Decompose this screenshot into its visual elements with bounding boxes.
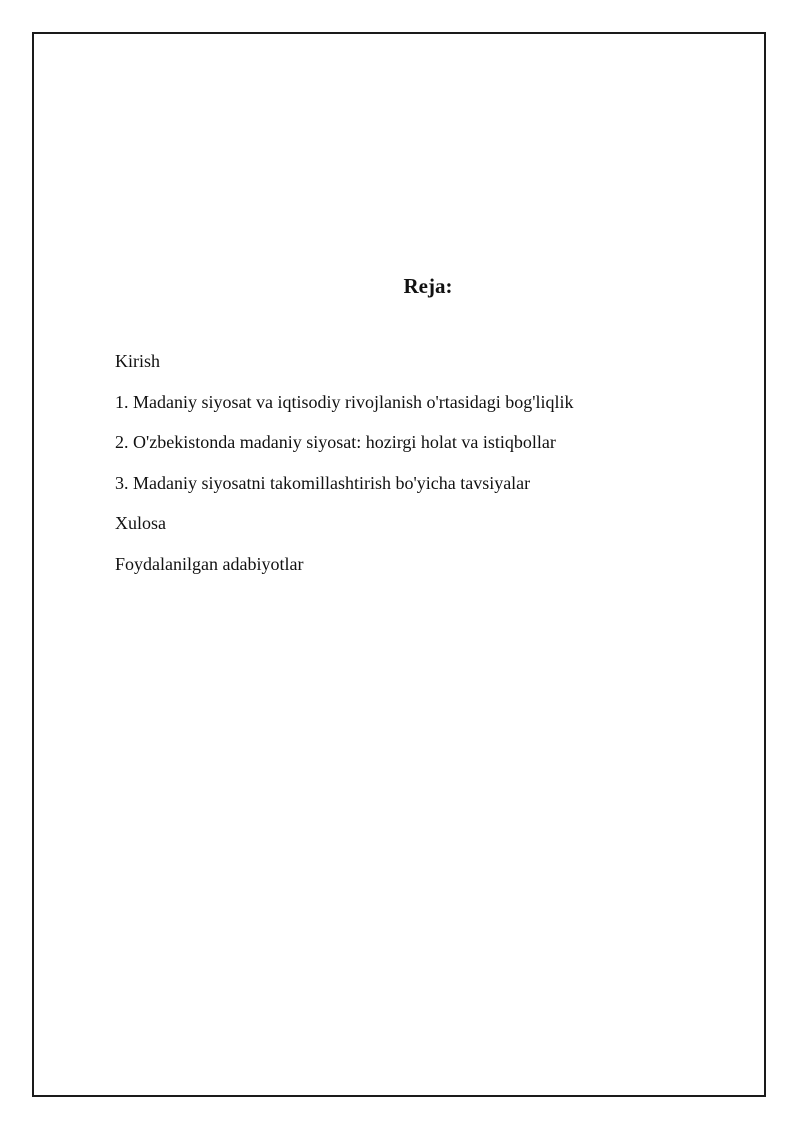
- page-title: Reja:: [403, 274, 453, 298]
- outline-item-conclusion: Xulosa: [115, 513, 166, 534]
- outline-item-introduction: Kirish: [115, 351, 160, 371]
- outline-item-section-3: 3. Madaniy siyosatni takomillashtirish bo'yicha tavsiyalar: [115, 472, 531, 493]
- outline-item-section-1: 1. Madaniy siyosat va iqtisodiy rivojlanish o'rtasidagi bog'liqlik: [115, 391, 574, 412]
- outline-item-references: Foydalanilgan adabiyotlar: [115, 553, 304, 574]
- plan-outline: [115, 350, 573, 594]
- outline-item-section-2: 2. O'zbekistonda madaniy siyosat: hozirgi holat va istiqbollar: [115, 432, 556, 453]
